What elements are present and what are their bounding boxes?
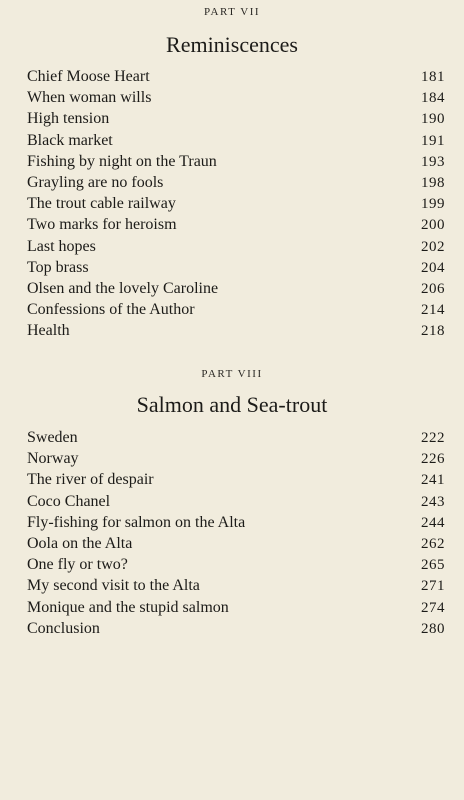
entry-title: Health [27,322,70,340]
entry-title: Black market [27,131,113,149]
entry-page: 241 [421,472,445,489]
entry-page: 193 [421,153,445,170]
entry-page: 222 [421,430,445,446]
toc-entry [27,214,445,235]
entry-page: 214 [421,302,445,319]
entry-page: 244 [421,514,445,531]
entry-page: 206 [421,280,445,297]
entry-title: Confessions of the Author [27,301,195,319]
toc-entry [27,448,445,469]
toc-entry [27,554,445,575]
part-label: PART VIII [201,368,263,380]
toc-entry [27,512,445,533]
entry-page: 200 [421,217,445,234]
toc-entry [27,469,445,490]
entry-page: 181 [421,69,445,85]
toc-entry [27,278,445,299]
entry-title: High tension [27,110,110,128]
entry-title: The trout cable railway [27,195,176,213]
entry-title: Olsen and the lovely Caroline [27,279,219,297]
toc-entry [27,236,445,257]
toc-entry [27,320,445,341]
toc-entry [27,427,445,448]
entry-title: Chief Moose Heart [27,68,150,85]
toc-entry [27,172,445,193]
entry-page: 226 [421,451,445,468]
toc-entry [27,533,445,554]
part-title: Salmon and Sea-trout [136,392,328,417]
entry-title: Norway [27,450,79,468]
entry-page: 199 [421,196,445,213]
entry-page: 280 [421,620,445,637]
entry-page: 243 [421,493,445,510]
entry-page: 271 [421,578,445,595]
entry-title: Last hopes [27,237,96,255]
toc-entry [27,257,445,278]
toc-entry [27,130,445,151]
part-label: PART VII [203,6,261,18]
entry-page: 190 [421,111,445,128]
toc-entry [27,108,445,129]
toc-entry [27,618,445,639]
entry-page: 265 [421,557,445,574]
toc-entry [27,66,445,87]
toc-list [27,66,445,341]
entry-page: 218 [421,323,445,340]
entry-title: Coco Chanel [27,492,111,510]
entry-title: Top brass [27,258,89,276]
toc-entry [27,87,445,108]
part-title: Reminiscences [166,32,298,57]
entry-title: My second visit to the Alta [27,577,200,595]
entry-title: The river of despair [27,471,154,489]
entry-page: 262 [421,535,445,552]
entry-page: 204 [421,259,445,276]
entry-title: Sweden [27,429,78,446]
toc-entry [27,491,445,512]
entry-title: One fly or two? [27,556,128,574]
entry-title: When woman wills [27,89,152,107]
entry-title: Two marks for heroism [27,216,177,234]
toc-list [27,427,445,639]
entry-title: Fishing by night on the Traun [27,152,217,170]
entry-title: Conclusion [27,619,100,637]
entry-page: 184 [421,90,445,107]
toc-entry [27,193,445,214]
toc-entry [27,597,445,618]
entry-page: 198 [421,174,445,191]
toc-entry [27,299,445,320]
entry-page: 191 [421,132,445,149]
entry-title: Monique and the stupid salmon [27,598,229,616]
entry-title: Grayling are no fools [27,173,164,191]
entry-page: 202 [421,238,445,255]
toc-entry [27,151,445,172]
entry-title: Fly-fishing for salmon on the Alta [27,513,246,531]
entry-title: Oola on the Alta [27,534,133,552]
entry-page: 274 [421,599,445,616]
toc-entry [27,575,445,596]
